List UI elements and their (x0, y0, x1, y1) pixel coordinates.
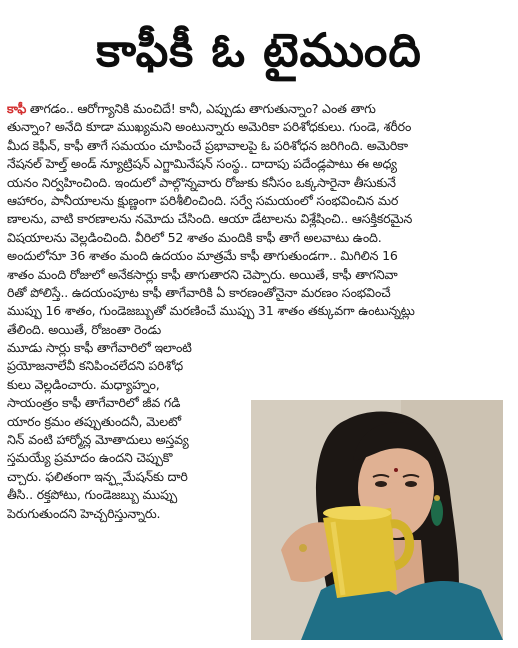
article-line: కులు వెల్లడించారు. మధ్యాహ్నం, (7, 376, 160, 392)
article-line: శాతం మంది రోజులో అనేకసార్లు కాఫీ తాగుతారని చెప్పారు. అయితే, కాఫీ తాగనివా (7, 266, 398, 282)
photo-illustration (251, 400, 503, 640)
article-line: ప్రయోజనాలేవీ కనిపించలేదని పరిశోధ (7, 358, 183, 374)
article-line: విషయాలను వెల్లడించింది. వీరిలో 52 శాతం మందికి కాఫీ తాగే అలవాటు ఉంది. (7, 229, 382, 245)
article-line (7, 100, 512, 118)
article-line: ముప్పు 16 శాతం, గుండెజబ్బుతో మరణించే ముప్పు 31 శాతం తక్కువగా ఉంటున్నట్లు (7, 303, 415, 319)
article-line: యారం క్రమం తప్పుతుందనీ, మెలటో (7, 413, 181, 429)
article-line: యనం నిర్వహించింది. ఇందులో పాల్గొన్నవారు రోజుకు కనీసం ఒక్కసారైనా తీసుకునే (7, 174, 396, 190)
lead-word: కాఫీ (7, 101, 27, 116)
article-line: ఆహారం, పానీయాలను క్షుణ్ణంగా పరిశీలించింది. సర్వే సమయంలో సంభవించిన మర (7, 192, 399, 208)
article-line: చ్చారు. ఫలితంగా ఇన్ఫ్లమేషన్‌కు దారి (7, 468, 188, 484)
article-line: నిన్ వంటి హార్మోన్ల మోతాదులు అస్తవ్య (7, 432, 189, 448)
article-line: సాయంత్రం కాఫీ తాగేవారిలో జీవ గడి (7, 395, 181, 411)
article-line: మూడు సార్లు కాఫీ తాగేవారిలో ఇలాంటి (7, 340, 192, 356)
article-line: స్తమయ్యే ప్రమాదం ఉందని చెప్పుకొ (7, 450, 173, 466)
article-line: తున్నాం? అనేది కూడా ముఖ్యమని అంటున్నారు అమెరికా పరిశోధకులు. గుండె, శరీరం (7, 119, 412, 135)
headline: కాఫీకీ ఓ టైముంది (96, 23, 422, 77)
article-line: నేషనల్ హెల్త్ అండ్ న్యూట్రిషన్ ఎగ్జామినేషన్ సంస్థ.. దాదాపు పదేండ్లపాటు ఈ అధ్య (7, 156, 397, 172)
woman-drinking-coffee-photo (251, 400, 503, 640)
article-line: రితో పోలిస్తే.. ఉదయంపూట కాఫీ తాగేవారికి ఏ కారణంతోనైనా మరణం సంభవించే (7, 284, 391, 300)
article-line: మీద కెఫీన్, కాఫీ తాగే సమయం చూపించే ప్రభావాలపై ఓ పరిశోధన జరిగింది. అమెరికా (7, 137, 408, 153)
article-line: తేలింది. అయితే, రోజంతా రెండు (7, 321, 162, 337)
article-line: ణాలను, వాటి కారణాలను నమోదు చేసింది. ఆయా డేటాలను విశ్లేషించి.. ఆసక్తికరమైన (7, 211, 413, 227)
article-line: అందులోనూ 36 శాతం మంది ఉదయం మాత్రమే కాఫీ తాగుతుండగా.. మిగిలిన 16 (7, 248, 398, 264)
first-line-text: తాగడం.. ఆరోగ్యానికి మంచిదే! కానీ, ఎప్పుడు తాగుతున్నాం? ఎంత తాగు (26, 101, 376, 116)
article-line: తీసి.. రక్తపోటు, గుండెజబ్బు ముప్పు (7, 487, 178, 503)
article-line: పెరుగుతుందని హెచ్చరిస్తున్నారు. (7, 505, 161, 521)
